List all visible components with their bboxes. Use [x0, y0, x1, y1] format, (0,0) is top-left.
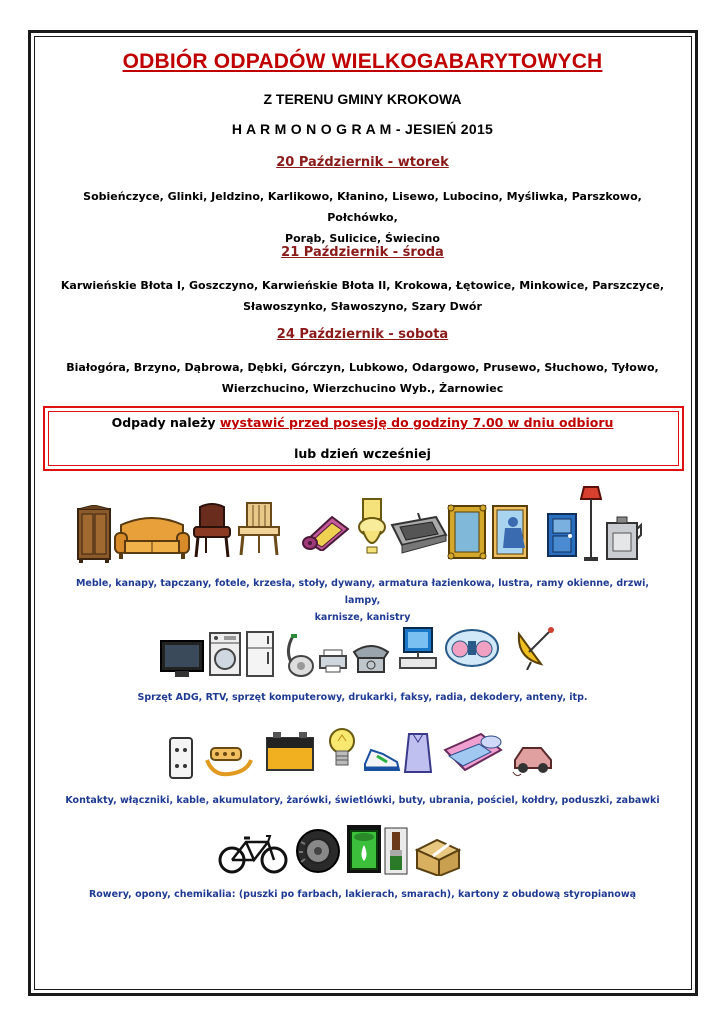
bicycle-icon — [218, 832, 288, 874]
village-list-3-line-1: Białogóra, Brzyno, Dąbrowa, Dębki, Górczyn, Lubkowo, Odargowo, Prusewo, Słuchowo, Tyłowo, — [66, 361, 659, 374]
village-list-2 — [50, 275, 675, 317]
furniture-caption — [60, 575, 665, 626]
power-socket-icon — [166, 736, 196, 780]
household-caption: Kontakty, włączniki, kable, akumulatory, żarówki, świetlówki, buty, ubrania, pościel, kołdry, poduszki, zabawki — [65, 795, 660, 806]
village-list-3-line-2: Wierzchucino, Wierzchucino Wyb., Żarnowiec — [221, 382, 504, 395]
radio-icon — [444, 625, 500, 671]
sofa-icon — [113, 515, 191, 561]
mirror-icon — [447, 504, 487, 560]
date-heading-1: 20 Październik - wtorek — [276, 155, 449, 170]
schedule-heading: H A R M O N O G R A M - JESIEŃ 2015 — [231, 121, 494, 137]
rolled-rug-icon — [302, 511, 350, 551]
notice-text — [0, 415, 725, 430]
paint-brush-icon — [383, 826, 409, 876]
toilet-icon — [357, 497, 387, 555]
bedding-icon — [441, 730, 505, 776]
furniture-caption-line-1: Meble, kanapy, tapczany, fotele, krzesła, stoły, dywany, armatura łazienkowa, lustra, ramy okienne, drzwi, lampy, — [75, 578, 650, 606]
tv-icon — [159, 637, 205, 679]
electronics-caption: Sprzęt ADG, RTV, sprzęt komputerowy, drukarki, faksy, radia, dekodery, anteny, itp. — [137, 692, 588, 703]
date-heading-2: 21 Październik - środa — [281, 245, 444, 260]
document-title: ODBIÓR ODPADÓW WIELKOGABARYTOWYCH — [122, 50, 603, 73]
washing-machine-icon — [208, 631, 242, 677]
computer-icon — [398, 626, 438, 670]
toy-car-icon — [511, 740, 555, 780]
wardrobe-icon — [76, 505, 112, 563]
village-list-1-line-1: Sobieńczyce, Glinki, Jeldzino, Karlikowo, Kłanino, Lisewo, Lubocino, Myśliwka, Parszkowo, Połchówko, — [83, 190, 642, 224]
notice-prefix: Odpady należy — [111, 415, 220, 430]
fridge-icon — [245, 630, 275, 678]
paint-can-icon — [345, 823, 383, 875]
village-list-2-line-1: Karwieńskie Błota I, Goszczyno, Karwieńskie Błota II, Krokowa, Łętowice, Minkowice, Parszczyce, — [60, 279, 665, 292]
document-subtitle: Z TERENU GMINY KROKOWA — [263, 91, 462, 107]
sink-icon — [390, 513, 448, 555]
clothes-icon — [403, 732, 433, 774]
village-list-3 — [50, 357, 675, 399]
vacuum-icon — [283, 632, 315, 678]
printer-icon — [318, 648, 348, 674]
tire-icon — [295, 828, 341, 874]
floor-lamp-icon — [580, 485, 602, 563]
date-heading-3: 24 Październik - sobota — [276, 327, 449, 342]
satellite-antenna-icon — [513, 624, 557, 670]
other-waste-caption: Rowery, opony, chemikalia: (puszki po farbach, lakierach, smarach), kartony z obudową styropianową — [88, 889, 637, 900]
cardboard-box-icon — [413, 836, 463, 876]
notice-text-line-2: lub dzień wcześniej — [294, 446, 431, 461]
armchair-icon — [192, 503, 232, 559]
battery-icon — [265, 730, 315, 772]
phone-icon — [350, 640, 392, 674]
light-bulb-icon — [328, 725, 356, 773]
cable-icon — [203, 740, 255, 780]
canister-icon — [603, 515, 643, 561]
window-frame-icon — [491, 504, 533, 560]
village-list-2-line-2: Sławoszynko, Sławoszyno, Szary Dwór — [243, 300, 482, 313]
village-list-1 — [50, 186, 675, 249]
shoe-icon — [363, 746, 401, 774]
door-icon — [546, 512, 578, 558]
furniture-caption-line-2: karnisze, kanistry — [314, 612, 411, 623]
notice-highlight: wystawić przed posesję do godziny 7.00 w dniu odbioru — [219, 415, 614, 430]
village-list-1-line-2: Porąb, Sulicice, Świecino — [285, 232, 440, 245]
wooden-chair-icon — [235, 501, 283, 557]
